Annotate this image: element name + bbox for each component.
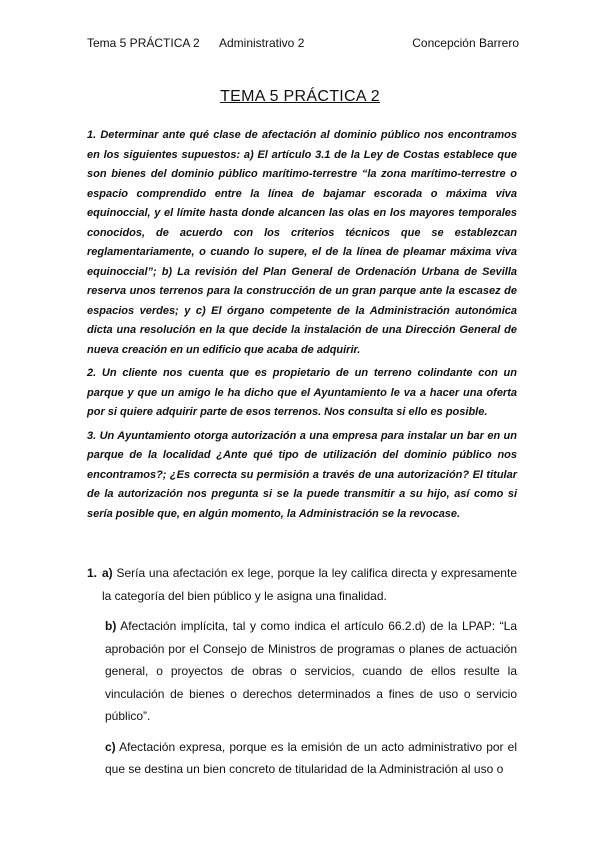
- answer-a-text: Sería una afectación ex lege, porque la ley califica directa y expresamente la categoría del bien público y le asigna una finalidad.: [102, 566, 517, 603]
- page-header: [87, 36, 519, 52]
- header-left: Tema 5 PRÁCTICA 2: [87, 36, 200, 50]
- questions-section: [87, 126, 517, 528]
- answer-number: 1.: [87, 566, 98, 580]
- header-right: Concepción Barrero: [412, 36, 519, 50]
- answer-c-text: Afectación expresa, porque es la emisión de un acto administrativo por el que se destina un bien concreto de titularidad de la Administración al uso o: [105, 739, 517, 776]
- question-2: 2. Un cliente nos cuenta que es propietario de un terreno colindante con un parque y que un amigo le ha dicho que el Ayuntamiento le va a hacer una oferta por si quiere adquirir parte de esos terrenos. Nos consulta si ello es posible.: [87, 367, 517, 418]
- answer-1b: [105, 615, 517, 728]
- document-title: TEMA 5 PRÁCTICA 2: [220, 88, 380, 105]
- answer-1a: [87, 562, 517, 607]
- answer-b-label: b): [105, 619, 117, 633]
- question-3: 3. Un Ayuntamiento otorga autorización a una empresa para instalar un bar en un parque de la localidad ¿Ante qué tipo de utilización del dominio público nos encontramos?; ¿Es correcta su permisión a través de una autorización? El titular de la autorización nos pregunta si se la puede transmitir a su hijo, así como si sería posible que, en algún momento, la Administración se la revocase.: [87, 429, 517, 520]
- question-1: 1. Determinar ante qué clase de afectación al dominio público nos encontramos en los siguientes supuestos: a) El artículo 3.1 de la Ley de Costas establece que son bienes del dominio público marítimo-terrestre “la zona marítimo-terrestre o espacio comprendido entre la línea de bajamar escorada o máxima viva equinoccial, y el límite hasta donde alcancen las olas en los mayores temporales conocidos, de acuerdo con los criterios técnicos que se establezcan reglamentariamente, o cuando lo supere, el de la línea de pleamar máxima viva equinoccial”; b) La revisión del Plan General de Ordenación Urbana de Sevilla reserva unos terrenos para la construcción de un gran parque ante la escasez de espacios verdes; y c) El órgano competente de la Administración autonómica dicta una resolución en la que decide la instalación de una Dirección General de nueva creación en un edificio que acaba de adquirir.: [87, 129, 517, 356]
- answer-b-text: Afectación implícita, tal y como indica el artículo 66.2.d) de la LPAP: “La aprobación por el Consejo de Ministros de programas o planes de actuación general, o proyectos de obras o servicios, cuando de ellos resulte la vinculación de bienes o derechos determinados a fines de uso o servicio público”.: [105, 619, 517, 723]
- answer-1a-body: [102, 562, 517, 607]
- answers-section: [87, 562, 517, 781]
- answer-a-label: a): [102, 566, 113, 580]
- header-center: Administrativo 2: [219, 36, 305, 50]
- answer-c-label: c): [105, 739, 116, 754]
- answer-1c: [105, 736, 517, 781]
